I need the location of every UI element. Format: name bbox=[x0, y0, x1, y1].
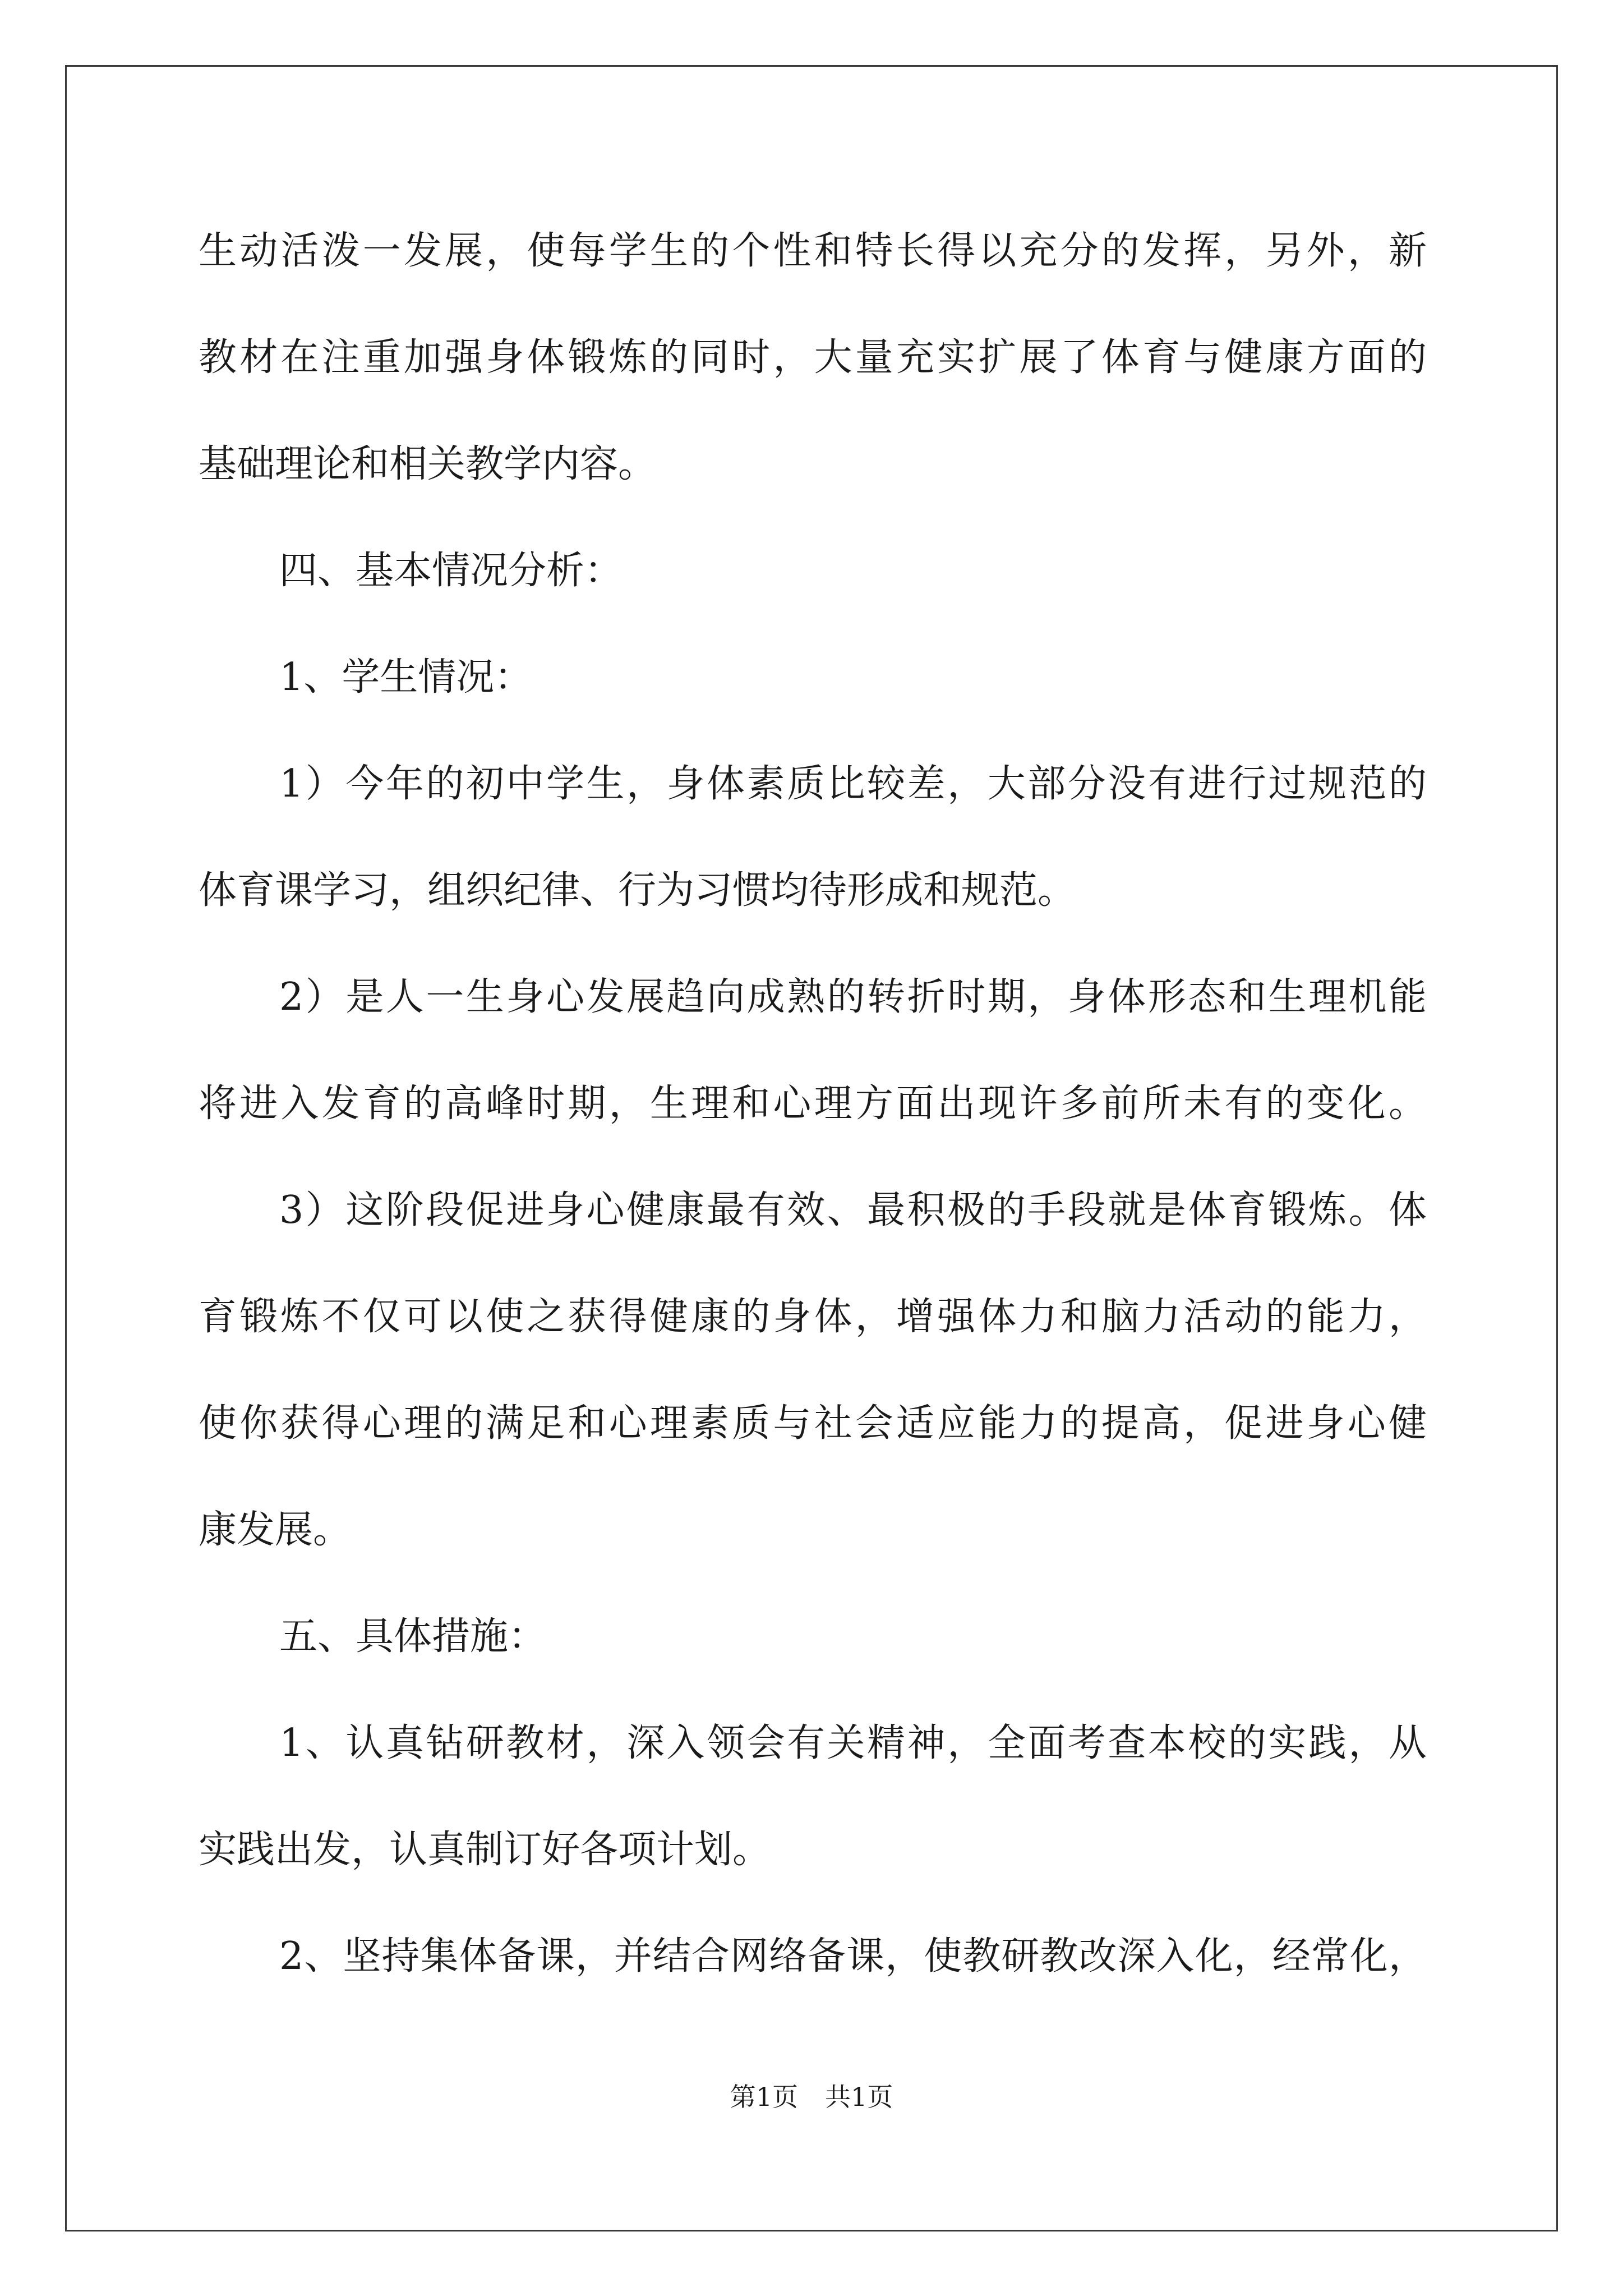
text-line: 生动活泼一发展，使每学生的个性和特长得以充分的发挥，另外，新 bbox=[199, 229, 1427, 273]
page-total: 共1页 bbox=[825, 2082, 893, 2112]
text-line: 2）是人一生身心发展趋向成熟的转折时期，身体形态和生理机能 bbox=[279, 975, 1427, 1019]
section-heading: 五、具体措施： bbox=[279, 1614, 547, 1659]
document-body bbox=[199, 212, 1427, 2024]
text-line: 体育课学习，组织纪律、行为习惯均待形成和规范。 bbox=[199, 868, 1076, 913]
text-line: 3）这阶段促进身心健康最有效、最积极的手段就是体育锻炼。体 bbox=[279, 1188, 1427, 1232]
text-line: 1）今年的初中学生，身体素质比较差，大部分没有进行过规范的 bbox=[279, 762, 1427, 806]
section-heading: 四、基本情况分析： bbox=[279, 549, 623, 593]
page-number: 第1页 bbox=[730, 2082, 798, 2112]
text-line: 将进入发育的高峰时期，生理和心理方面出现许多前所未有的变化。 bbox=[199, 1082, 1427, 1126]
text-line: 2、坚持集体备课，并结合网络备课，使教研教改深入化，经常化， bbox=[279, 1934, 1427, 1978]
text-line: 康发展。 bbox=[199, 1508, 352, 1552]
text-line: 使你获得心理的满足和心理素质与社会适应能力的提高，促进身心健 bbox=[199, 1401, 1427, 1446]
text-line: 育锻炼不仅可以使之获得健康的身体，增强体力和脑力活动的能力， bbox=[199, 1295, 1427, 1339]
text-line: 教材在注重加强身体锻炼的同时，大量充实扩展了体育与健康方面的 bbox=[199, 335, 1427, 380]
text-line: 实践出发，认真制订好各项计划。 bbox=[199, 1828, 771, 1872]
text-line: 基础理论和相关教学内容。 bbox=[199, 442, 657, 486]
subsection-heading: 1、学生情况： bbox=[279, 655, 533, 700]
text-line: 1、认真钻研教材，深入领会有关精神，全面考查本校的实践，从 bbox=[279, 1721, 1427, 1765]
page-footer bbox=[0, 2080, 1623, 2114]
